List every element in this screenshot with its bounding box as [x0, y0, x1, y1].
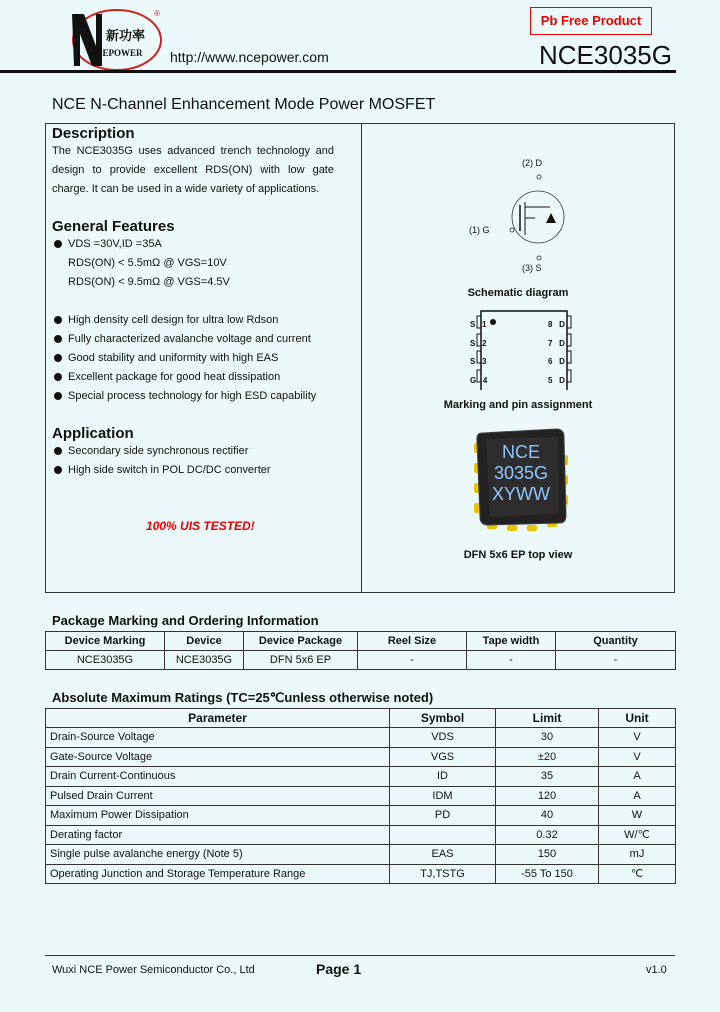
cell: PD: [390, 806, 496, 826]
cell: ℃: [599, 864, 676, 884]
column-header: Quantity: [556, 632, 676, 651]
application-section: [52, 425, 352, 480]
table-row: [46, 651, 676, 670]
cell: NCE3035G: [46, 651, 165, 670]
table-row: [46, 864, 676, 884]
spec-line: VDS =30V,ID =35A: [52, 235, 352, 254]
pin-name: G: [470, 375, 477, 385]
source-label: (3) S: [522, 263, 542, 273]
cell: W: [599, 806, 676, 826]
cell: W/℃: [599, 825, 676, 845]
header-divider: [0, 70, 676, 73]
svg-text:新功率: 新功率: [106, 28, 146, 43]
gate-label: (1) G: [469, 225, 490, 235]
table-row: [46, 747, 676, 767]
ratings-heading: Absolute Maximum Ratings (TC=25℃unless otherwise noted): [52, 690, 434, 705]
cell: ±20: [496, 747, 599, 767]
cell: -55 To 150: [496, 864, 599, 884]
column-header: Limit: [496, 709, 599, 728]
left-pins: [470, 316, 487, 390]
spec-line: RDS(ON) < 9.5mΩ @ VGS=4.5V: [68, 276, 230, 288]
column-divider: [361, 123, 362, 593]
pb-free-badge: Pb Free Product: [530, 7, 652, 35]
spec-line: RDS(ON) < 5.5mΩ @ VGS=10V: [68, 257, 227, 269]
description-text: The NCE3035G uses advanced trench technology and design to provide excellent RDS(ON) with low gate charge. It can be used in a wide variety of applications.: [52, 145, 334, 195]
ordering-heading: Package Marking and Ordering Information: [52, 613, 319, 628]
package-marking: [480, 442, 562, 505]
table-row: [46, 825, 676, 845]
footer-company: Wuxi NCE Power Semiconductor Co., Ltd: [52, 964, 255, 976]
ncepower-logo: [62, 6, 162, 74]
feature-item: Special process technology for high ESD capability: [52, 387, 352, 406]
pin-name: S: [470, 357, 476, 366]
pin-name: D: [559, 375, 565, 385]
cell: -: [467, 651, 556, 670]
cell: DFN 5x6 EP: [244, 651, 358, 670]
table-header-row: [46, 709, 676, 728]
cell: Single pulse avalanche energy (Note 5): [46, 845, 390, 865]
application-item: Secondary side synchronous rectifier: [52, 442, 352, 461]
svg-text:CEPOWER: CEPOWER: [96, 48, 143, 58]
page-title: NCE N-Channel Enhancement Mode Power MOSFET: [52, 96, 436, 113]
right-pins: [548, 316, 565, 390]
pin-number: 6: [548, 357, 553, 366]
ordering-table: [45, 631, 676, 670]
pin-name: D: [559, 338, 565, 348]
cell: VGS: [390, 747, 496, 767]
cell: TJ,TSTG: [390, 864, 496, 884]
pin-number: 4: [482, 375, 488, 385]
page-number: Page 1: [316, 961, 362, 977]
cell: 35: [496, 767, 599, 787]
pin-number: 1: [482, 320, 487, 329]
pin-name: D: [559, 357, 565, 366]
part-number: NCE3035G: [539, 40, 672, 70]
cell: V: [599, 728, 676, 748]
pin-number: 3: [482, 357, 487, 366]
cell: Derating factor: [46, 825, 390, 845]
column-header: Device: [165, 632, 244, 651]
column-header: Device Marking: [46, 632, 165, 651]
package-caption: DFN 5x6 EP top view: [463, 549, 573, 561]
cell: Maximum Power Dissipation: [46, 806, 390, 826]
cell: 0.32: [496, 825, 599, 845]
schematic-caption: Schematic diagram: [467, 287, 569, 299]
cell: EAS: [390, 845, 496, 865]
pin-name: S: [470, 320, 476, 329]
pin-number: 7: [548, 338, 553, 348]
column-header: Device Package: [244, 632, 358, 651]
cell: Drain Current-Continuous: [46, 767, 390, 787]
cell: ID: [390, 767, 496, 787]
feature-item: Fully characterized avalanche voltage and current: [52, 330, 352, 349]
feature-item: Good stability and uniformity with high EAS: [52, 349, 352, 368]
application-item: High side switch in POL DC/DC converter: [52, 461, 352, 480]
mosfet-schematic-icon: [460, 155, 590, 275]
pin-caption: Marking and pin assignment: [443, 399, 593, 411]
pin-name: S: [470, 338, 476, 348]
cell: -: [358, 651, 467, 670]
cell: VDS: [390, 728, 496, 748]
table-row: [46, 845, 676, 865]
cell: 40: [496, 806, 599, 826]
drain-label: (2) D: [522, 158, 542, 168]
column-header: Unit: [599, 709, 676, 728]
cell: A: [599, 786, 676, 806]
column-header: Reel Size: [358, 632, 467, 651]
cell: NCE3035G: [165, 651, 244, 670]
cell: V: [599, 747, 676, 767]
cell: [390, 825, 496, 845]
column-header: Tape width: [467, 632, 556, 651]
marking-line: 3035G: [493, 463, 549, 483]
pin-name: D: [559, 320, 565, 329]
cell: Drain-Source Voltage: [46, 728, 390, 748]
cell: Operating Junction and Storage Temperature Range: [46, 864, 390, 884]
feature-item: High density cell design for ultra low Rdson: [52, 311, 352, 330]
table-row: [46, 786, 676, 806]
table-header-row: [46, 632, 676, 651]
pin-number: 5: [548, 375, 553, 385]
marking-line: XYWW: [492, 484, 550, 504]
footer-divider: [45, 955, 675, 956]
feature-item: Excellent package for good heat dissipation: [52, 368, 352, 387]
cell: 30: [496, 728, 599, 748]
table-row: [46, 806, 676, 826]
ratings-table: [45, 708, 676, 884]
cell: IDM: [390, 786, 496, 806]
website-url[interactable]: http://www.ncepower.com: [170, 49, 329, 65]
pin-number: 8: [548, 320, 553, 329]
pin-number: 2: [482, 338, 487, 348]
features-heading: General Features: [52, 218, 175, 235]
version: v1.0: [646, 964, 667, 976]
cell: Pulsed Drain Current: [46, 786, 390, 806]
cell: mJ: [599, 845, 676, 865]
column-header: Symbol: [390, 709, 496, 728]
cell: 150: [496, 845, 599, 865]
cell: Gate-Source Voltage: [46, 747, 390, 767]
description-heading: Description: [52, 125, 135, 142]
table-row: [46, 728, 676, 748]
description-section: [52, 125, 334, 199]
features-section: [52, 218, 352, 406]
marking-line: NCE: [501, 442, 540, 462]
spacer: [52, 292, 352, 311]
svg-text:®: ®: [154, 9, 160, 18]
uis-tested-note: 100% UIS TESTED!: [146, 519, 255, 533]
cell: -: [556, 651, 676, 670]
cell: A: [599, 767, 676, 787]
application-heading: Application: [52, 425, 134, 442]
column-header: Parameter: [46, 709, 390, 728]
table-row: [46, 767, 676, 787]
cell: 120: [496, 786, 599, 806]
